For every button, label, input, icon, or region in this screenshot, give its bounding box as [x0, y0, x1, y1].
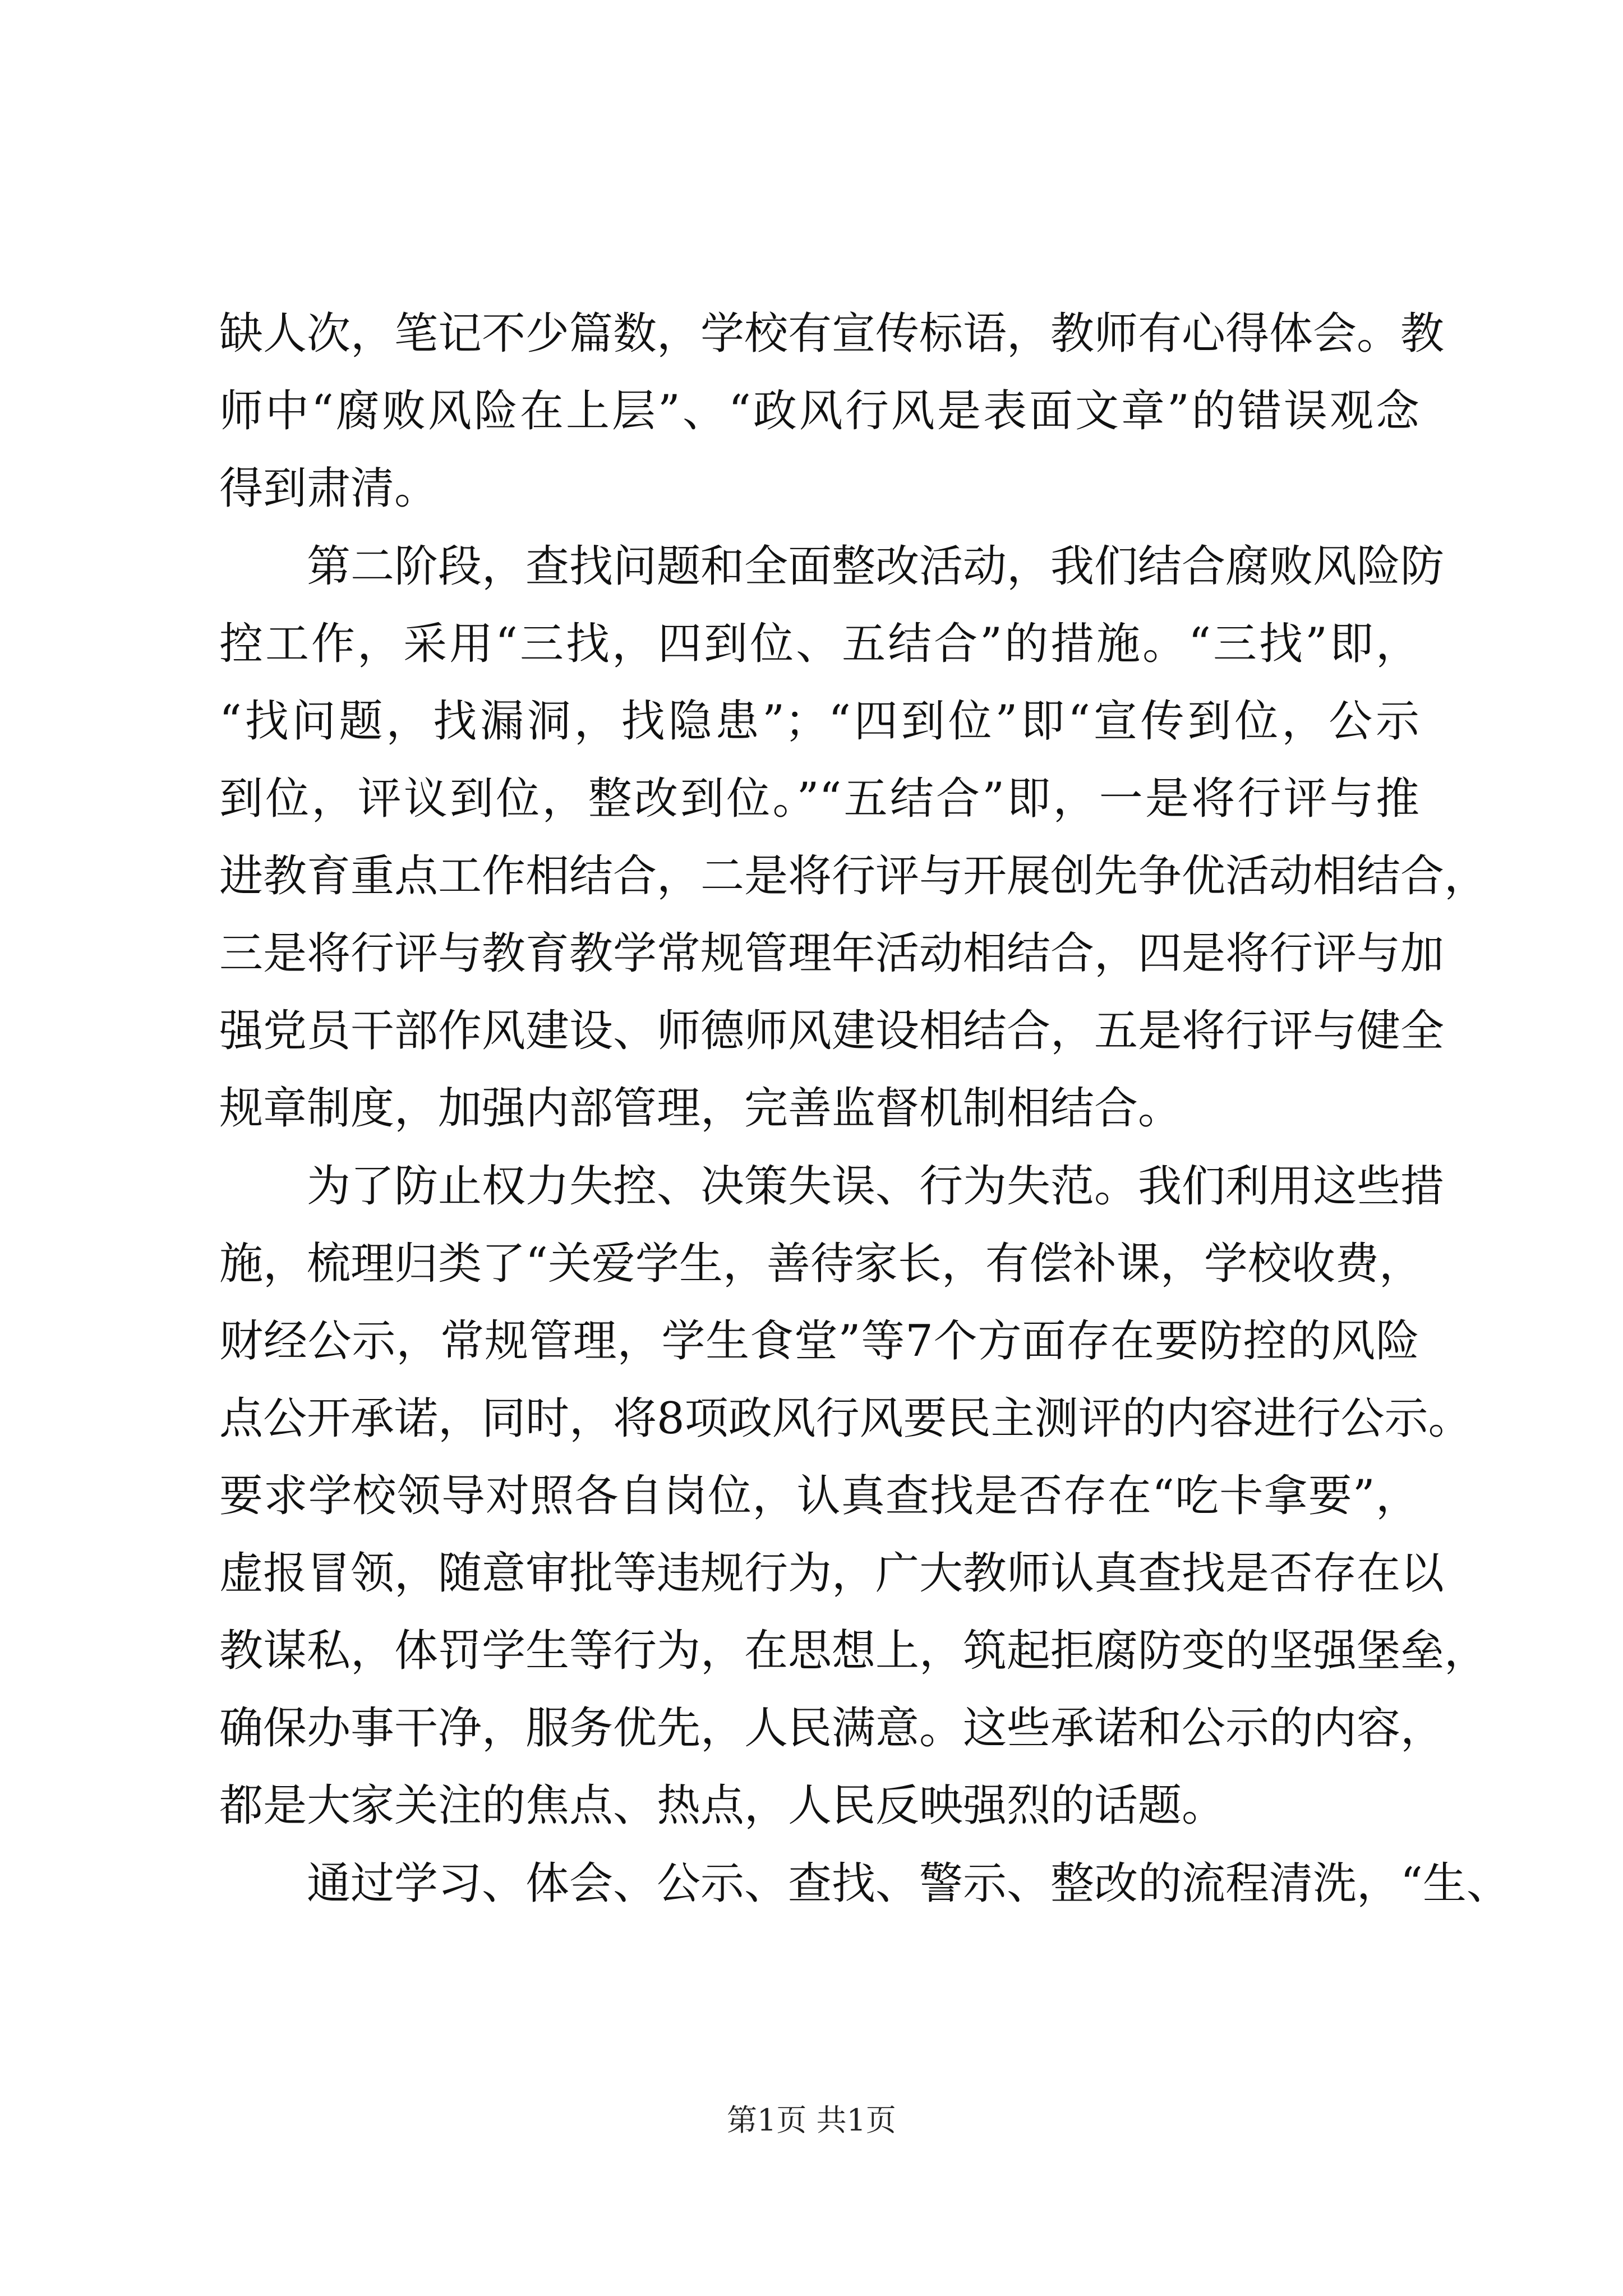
paragraph-3-line-2: 施，梳理归类了“关爱学生，善待家长，有偿补课，学校收费， [219, 1239, 1423, 1289]
paragraph-3-line-1: 为了防止权力失控、决策失误、行为失范。我们利用这些措 [307, 1161, 1445, 1212]
paragraph-3-line-4: 点公开承诺，同时，将8项政风行风要民主测评的内容进行公示。 [219, 1393, 1472, 1444]
paragraph-1-line-3: 得到肃清。 [219, 463, 439, 514]
paragraph-2-line-5: 进教育重点工作相结合，二是将行评与开展创先争优活动相结合， [219, 851, 1488, 901]
paragraph-3-line-8: 确保办事干净，服务优先，人民满意。这些承诺和公示的内容， [219, 1703, 1445, 1754]
paragraph-2-line-8: 规章制度，加强内部管理，完善监督机制相结合。 [219, 1083, 1182, 1134]
page-footer: 第1页 共1页 [727, 2102, 896, 2138]
paragraph-3-line-6: 虚报冒领，随意审批等违规行为，广大教师认真查找是否存在以 [219, 1548, 1445, 1599]
paragraph-2-line-3: “找问题，找漏洞，找隐患”；“四到位”即“宣传到位，公示 [219, 696, 1419, 747]
paragraph-2-line-2: 控工作，采用“三找，四到位、五结合”的措施。“三找”即， [219, 619, 1419, 669]
paragraph-3-line-5: 要求学校领导对照各自岗位，认真查找是否存在“吃卡拿要”， [219, 1471, 1419, 1521]
paragraph-2-line-7: 强党员干部作风建设、师德师风建设相结合，五是将行评与健全 [219, 1006, 1445, 1056]
paragraph-3-line-7: 教谋私，体罚学生等行为，在思想上，筑起拒腐防变的坚强堡垒， [219, 1626, 1488, 1676]
paragraph-4-line-1: 通过学习、体会、公示、查找、警示、整改的流程清洗，“生、 [307, 1858, 1510, 1909]
paragraph-3-line-3: 财经公示，常规管理，学生食堂”等7个方面存在要防控的风险 [219, 1316, 1419, 1366]
paragraph-2-line-1: 第二阶段，查找问题和全面整改活动，我们结合腐败风险防 [307, 541, 1445, 592]
paragraph-2-line-6: 三是将行评与教育教学常规管理年活动相结合，四是将行评与加 [219, 928, 1445, 979]
paragraph-2-line-4: 到位，评议到位，整改到位。”“五结合”即，一是将行评与推 [219, 774, 1419, 824]
paragraph-1-line-2: 师中“腐败风险在上层”、“政风行风是表面文章”的错误观念 [219, 386, 1419, 436]
paragraph-1-line-1: 缺人次，笔记不少篇数，学校有宣传标语，教师有心得体会。教 [219, 309, 1445, 359]
paragraph-3-line-9: 都是大家关注的焦点、热点，人民反映强烈的话题。 [219, 1780, 1226, 1831]
